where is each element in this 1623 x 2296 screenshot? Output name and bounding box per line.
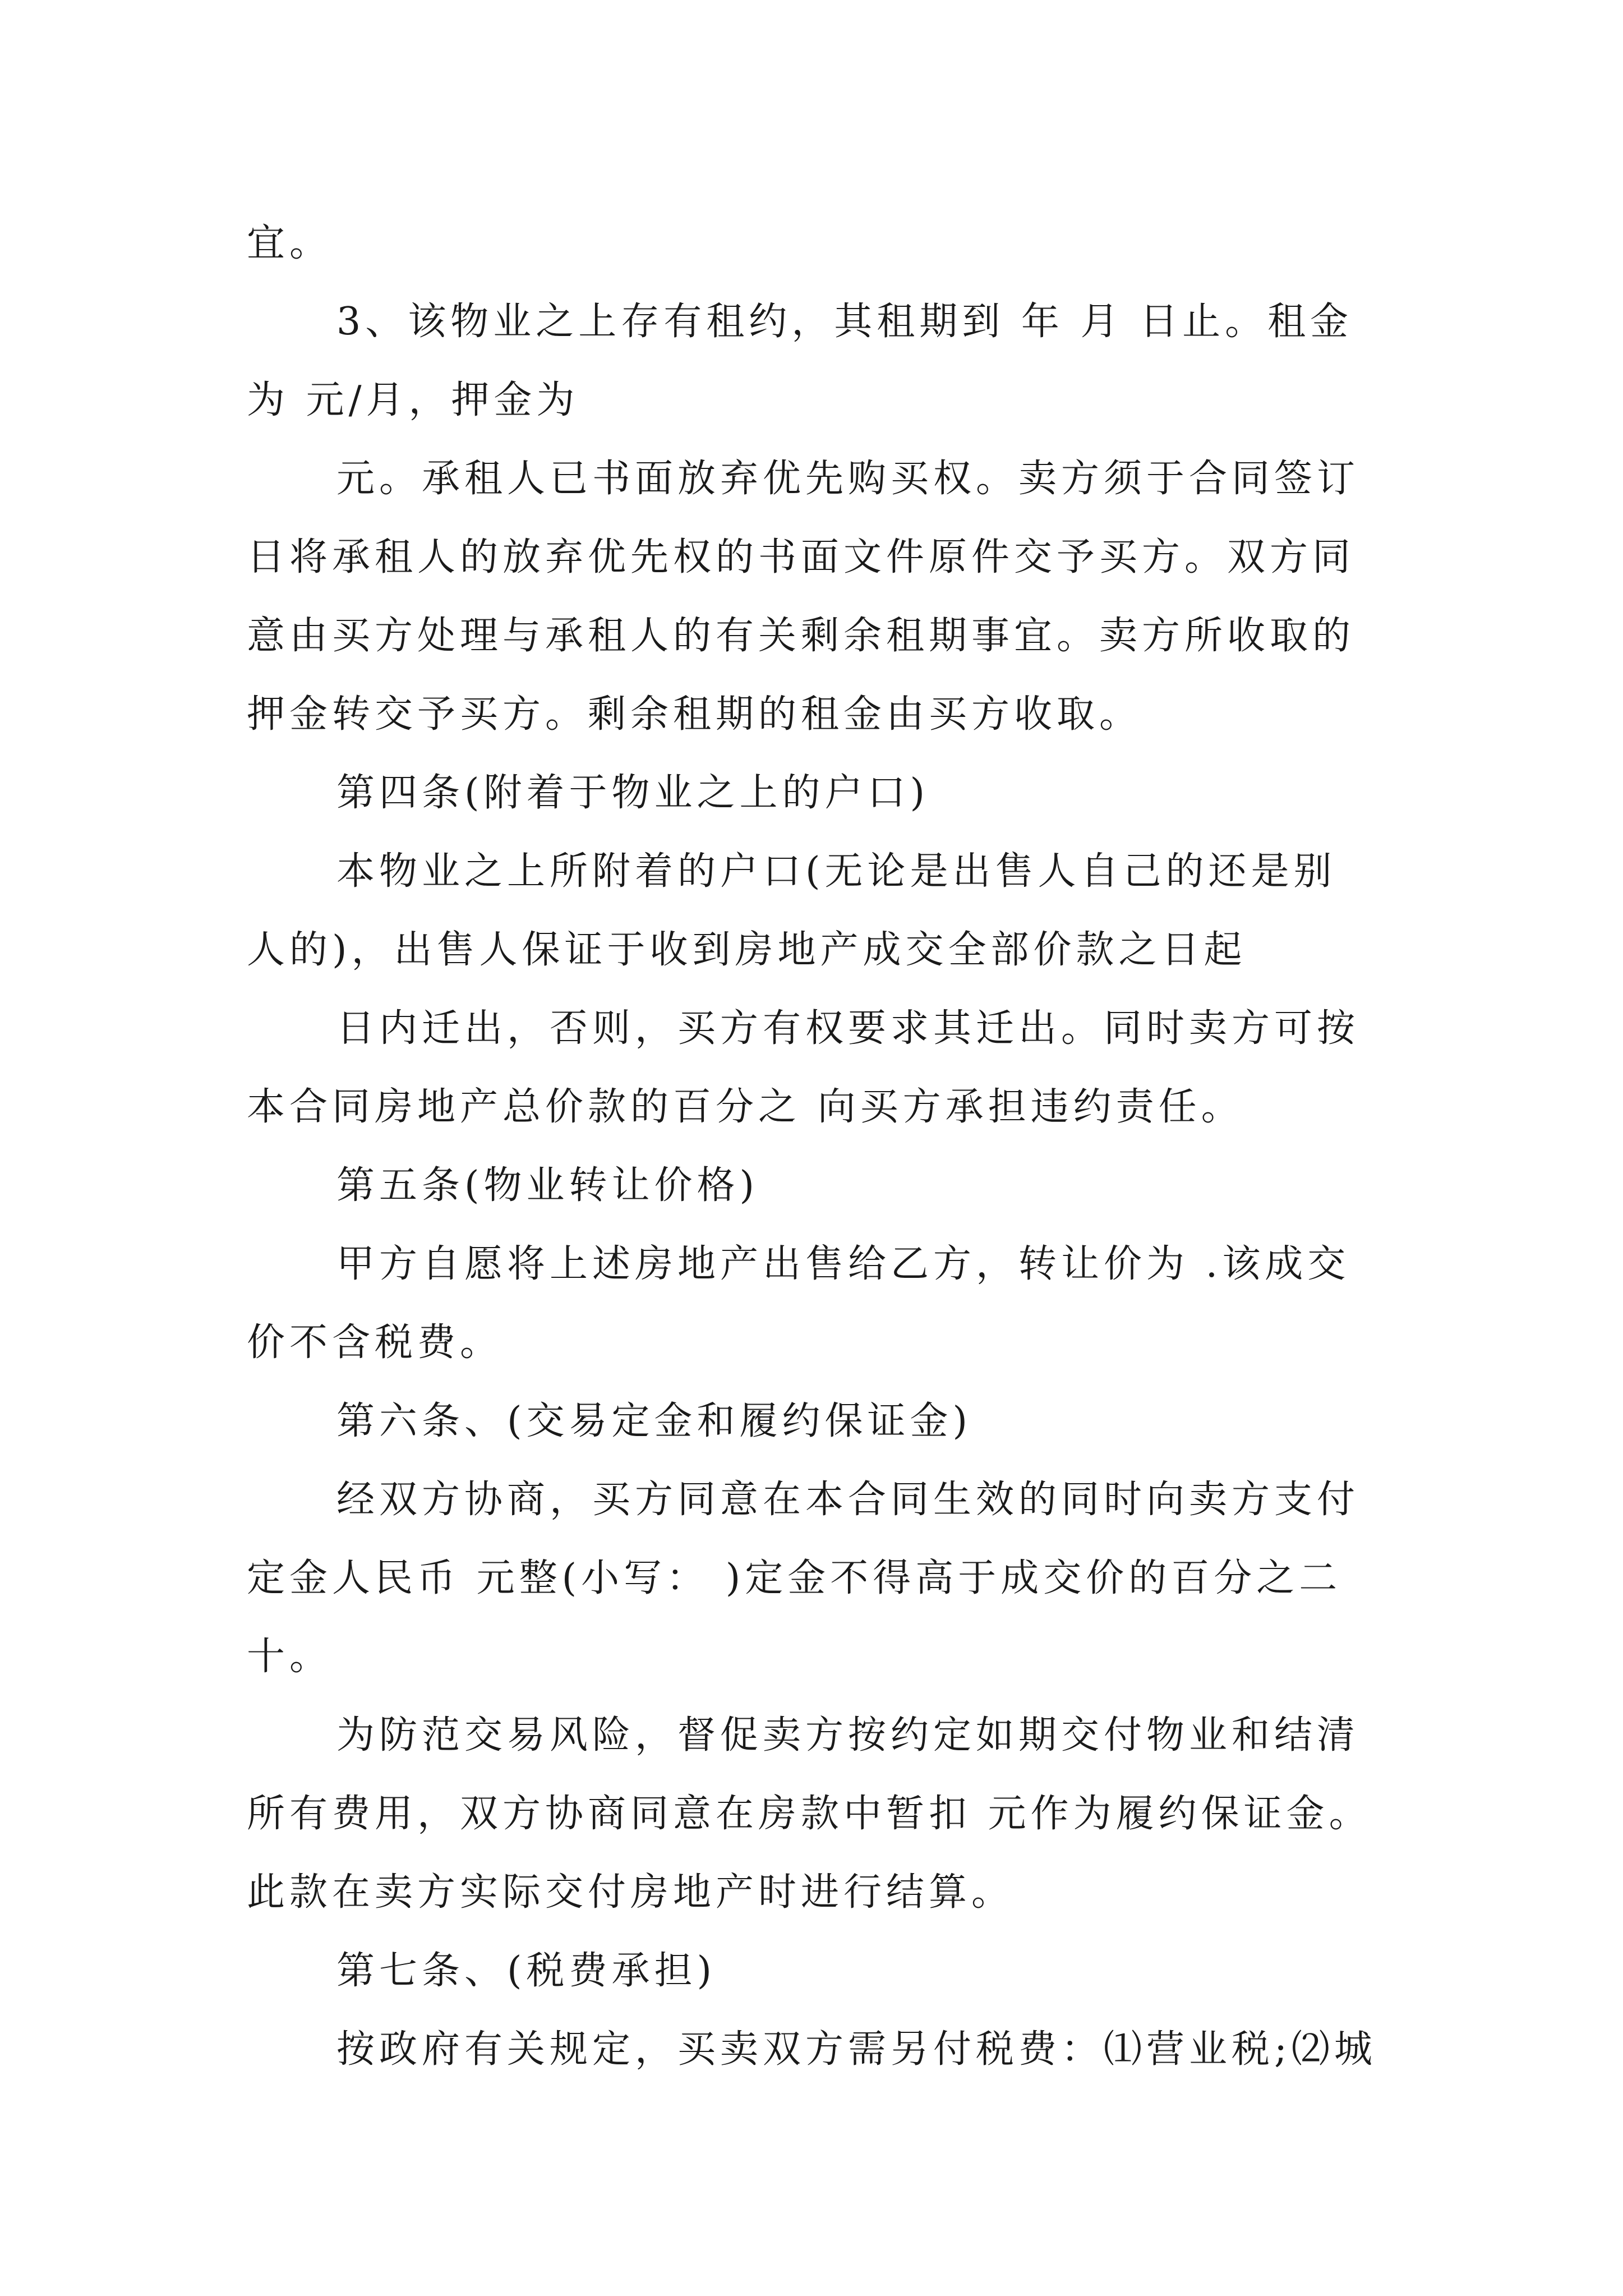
text-line: 定金人民币 元整(小写： )定金不得高于成交价的百分之二	[247, 1556, 1342, 1600]
section-heading: 第五条(物业转让价格)	[336, 1163, 759, 1208]
text-line: 日将承租人的放弃优先权的书面文件原件交予买方。双方同	[247, 535, 1355, 579]
text-line: 押金转交予买方。剩余租期的租金由买方收取。	[247, 692, 1142, 737]
text-line: 人的)，出售人保证于收到房地产成交全部价款之日起	[247, 928, 1247, 972]
text-line: 元。承租人已书面放弃优先购买权。卖方须于合同签订	[336, 457, 1360, 501]
text-line: 宜。	[247, 221, 333, 265]
text-line: 本物业之上所附着的户口(无论是出售人自己的还是别	[336, 849, 1336, 894]
text-line: 为防范交易风险，督促卖方按约定如期交付物业和结清	[336, 1713, 1360, 1757]
section-heading: 第七条、(税费承担)	[336, 1949, 717, 1993]
text-line: 意由买方处理与承租人的有关剩余租期事宜。卖方所收取的	[247, 614, 1355, 658]
section-heading: 第六条、(交易定金和履约保证金)	[336, 1399, 972, 1443]
text-line: 此款在卖方实际交付房地产时进行结算。	[247, 1870, 1015, 1915]
text-line: 经双方协商，买方同意在本合同生效的同时向卖方支付	[336, 1478, 1360, 1522]
text-line: 为 元/月，押金为	[247, 378, 579, 422]
text-line: 价不含税费。	[247, 1320, 503, 1365]
section-heading: 第四条(附着于物业之上的户口)	[336, 771, 930, 815]
text-line: 本合同房地产总价款的百分之 向买方承担违约责任。	[247, 1085, 1244, 1129]
text-line: 十。	[247, 1635, 333, 1679]
text-line: 3、该物业之上存有租约，其租期到 年 月 日止。租金	[336, 300, 1353, 344]
text-line: 日内迁出，否则，买方有权要求其迁出。同时卖方可按	[336, 1006, 1360, 1051]
text-line: 按政府有关规定，买卖双方需另付税费：⑴营业税;⑵城	[336, 2027, 1377, 2072]
text-line: 所有费用，双方协商同意在房款中暂扣 元作为履约保证金。	[247, 1792, 1372, 1836]
text-line: 甲方自愿将上述房地产出售给乙方，转让价为 .该成交	[336, 1242, 1350, 1286]
